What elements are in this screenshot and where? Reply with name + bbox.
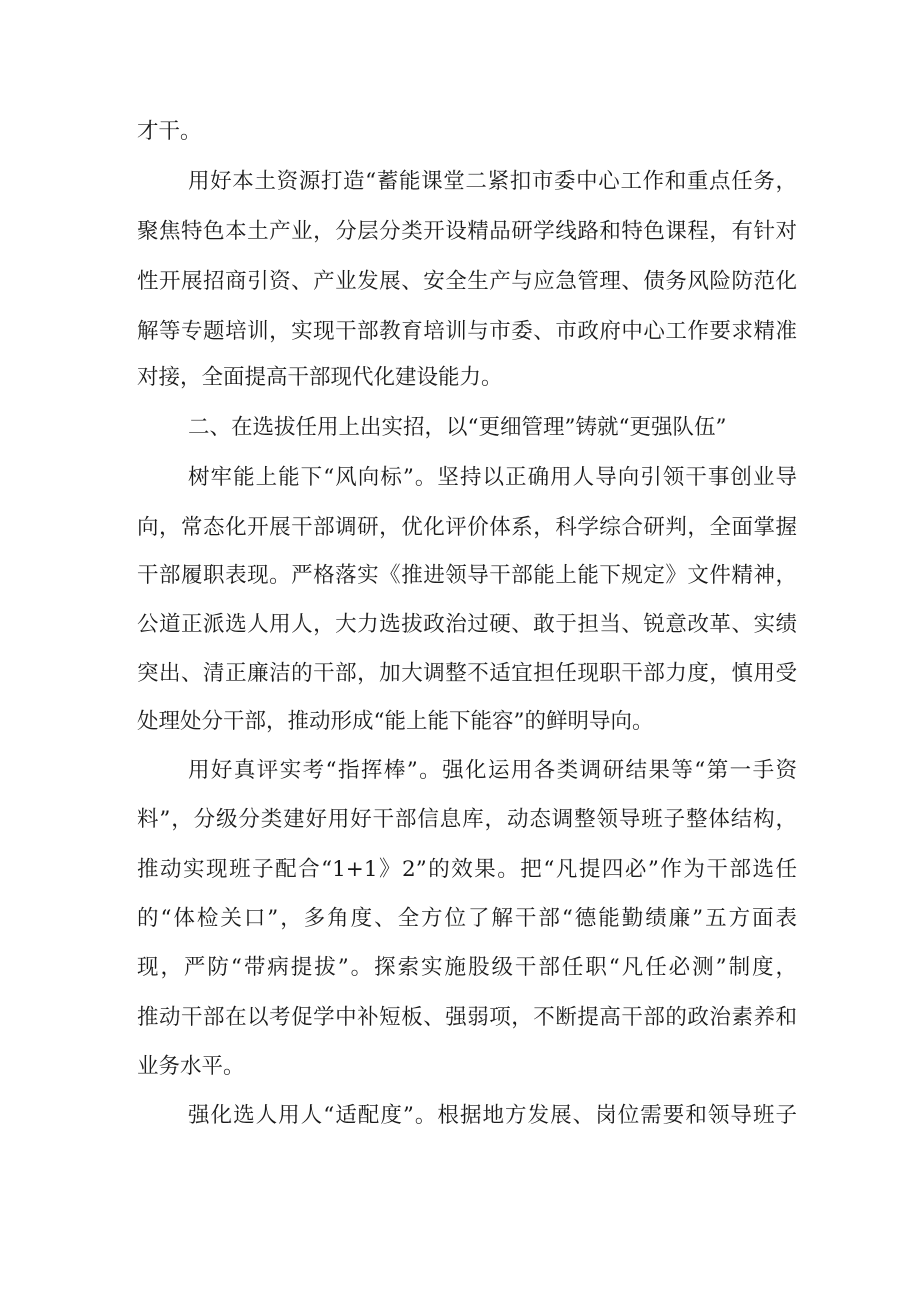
paragraph-line: 聚焦特色本土产业，分层分类开设精品研学线路和特色课程，有针对 — [137, 219, 797, 244]
paragraph-line: 才干。 — [137, 119, 202, 144]
paragraph-line: 公道正派选人用人，大力选拔政治过硬、敢于担当、锐意改革、实绩 — [137, 612, 797, 637]
paragraph-line: 的“体检关口”，多角度、全方位了解干部“德能勤绩廉”五方面表 — [137, 906, 797, 931]
paragraph-line: 向，常态化开展干部调研，优化评价体系，科学综合研判，全面掌握 — [137, 515, 797, 540]
paragraph-line: 推动干部在以考促学中补短板、强弱项，不断提高干部的政治素养和 — [137, 1005, 797, 1030]
paragraph-line: 性开展招商引资、产业发展、安全生产与应急管理、债务风险防范化 — [137, 269, 797, 294]
paragraph-line: 用好真评实考“指挥棒”。强化运用各类调研结果等“第一手资 — [188, 758, 797, 783]
paragraph-line: 料”，分级分类建好用好干部信息库，动态调整领导班子整体结构， — [137, 807, 797, 832]
section-heading: 二、在选拔任用上出实招，以“更细管理”铸就“更强队伍” — [188, 415, 727, 440]
paragraph-line: 对接，全面提高干部现代化建设能力。 — [137, 365, 503, 390]
paragraph-line: 业务水平。 — [137, 1054, 245, 1079]
paragraph-line: 用好本土资源打造“蓄能课堂二紧扣市委中心工作和重点任务， — [188, 169, 797, 194]
paragraph-line: 干部履职表现。严格落实《推进领导干部能上能下规定》文件精神， — [137, 563, 797, 588]
paragraph-line: 推动实现班子配合“1+1》2”的效果。把“凡提四必”作为干部选任 — [137, 857, 797, 882]
paragraph-line: 强化选人用人“适配度”。根据地方发展、岗位需要和领导班子 — [188, 1103, 797, 1128]
paragraph-line: 解等专题培训，实现干部教育培训与市委、市政府中心工作要求精准 — [137, 319, 797, 344]
paragraph-line: 处理处分干部，推动形成“能上能下能容”的鲜明导向。 — [137, 709, 654, 734]
paragraph-line: 树牢能上能下“风向标”。坚持以正确用人导向引领干事创业导 — [188, 465, 797, 490]
paragraph-line: 现，严防“带病提拔”。探索实施股级干部任职“凡任必测”制度， — [137, 955, 797, 980]
paragraph-line: 突出、清正廉洁的干部，加大调整不适宜担任现职干部力度，慎用受 — [137, 661, 797, 686]
